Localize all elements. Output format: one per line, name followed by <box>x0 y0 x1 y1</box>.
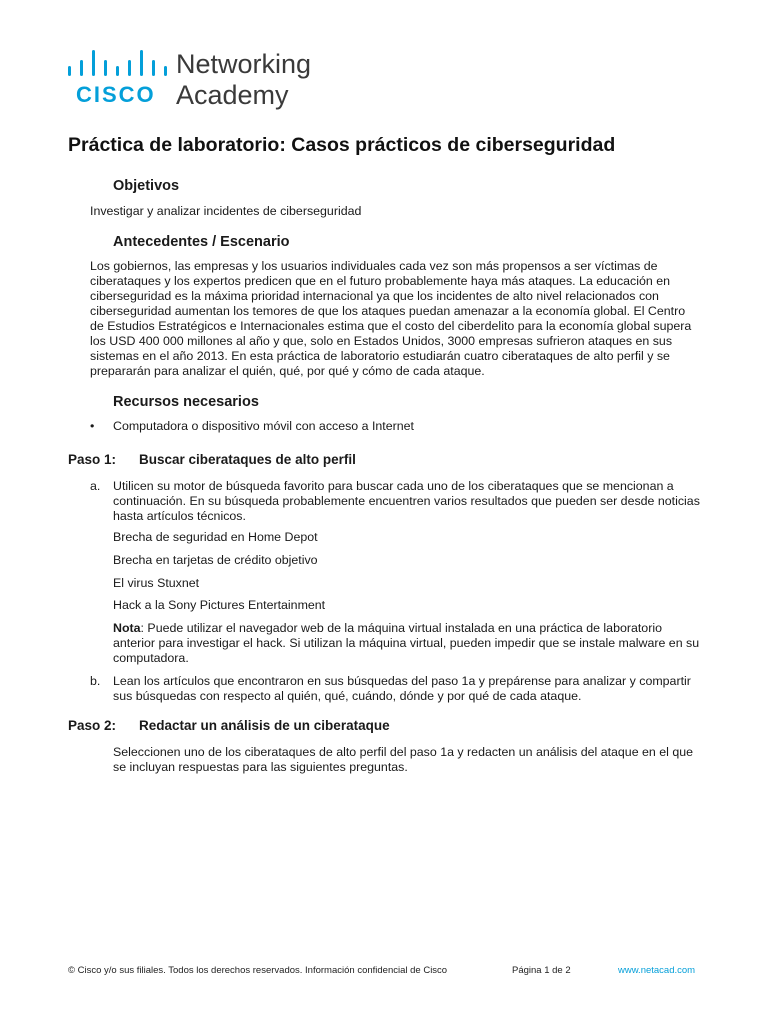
note-text: : Puede utilizar el navegador web de la máquina virtual instalada en una práctica de laboratorio anterior para investigar el hack. Si utilizan la máquina virtual, pueden impedir que se instale malware en su computadora. <box>113 621 700 665</box>
footer-site-link[interactable]: www.netacad.com <box>618 965 696 976</box>
page-title: Práctica de laboratorio: Casos prácticos de ciberseguridad <box>68 134 616 156</box>
list-item: Brecha en tarjetas de crédito objetivo <box>113 553 318 567</box>
list-item: Hack a la Sony Pictures Entertainment <box>113 598 326 612</box>
list-item: El virus Stuxnet <box>113 576 200 590</box>
step2-heading <box>68 718 390 733</box>
bullet-icon: • <box>90 419 95 433</box>
objectives-heading: Objetivos <box>113 178 180 194</box>
list-item: Brecha de seguridad en Home Depot <box>113 530 318 544</box>
cisco-bars-icon <box>68 50 168 80</box>
background-heading: Antecedentes / Escenario <box>113 234 290 250</box>
brand-networking: Networking <box>176 49 312 79</box>
note-paragraph <box>113 621 703 666</box>
step2-title: Redactar un análisis de un ciberataque <box>139 718 390 733</box>
resources-heading: Recursos necesarios <box>113 394 259 410</box>
footer-page-number: Página 1 de 2 <box>512 965 571 976</box>
footer-copyright: © Cisco y/o sus filiales. Todos los derechos reservados. Información confidencial de Cisco <box>68 965 448 976</box>
step1-a-marker: a. <box>90 479 101 493</box>
step2-text: Seleccionen uno de los ciberataques de alto perfil del paso 1a y redacten un análisis del ataque en el que se incluyan respuestas para las siguientes preguntas. <box>113 745 694 774</box>
step1-title: Buscar ciberataques de alto perfil <box>139 452 356 467</box>
step2-label: Paso 2: <box>68 718 117 733</box>
note-label: Nota <box>113 621 141 635</box>
step1-label: Paso 1: <box>68 452 117 467</box>
step1-b-marker: b. <box>90 674 101 688</box>
cisco-wordmark: CISCO <box>76 82 156 107</box>
step1-b-text: Lean los artículos que encontraron en sus búsquedas del paso 1a y prepárense para analizar y compartir sus búsquedas con respecto al quién, qué, cuándo, dónde y por qué de cada ataque. <box>113 674 691 703</box>
background-text: Los gobiernos, las empresas y los usuarios individuales cada vez son más propensos a ser víctimas de ciberataques y los expertos predicen que en el futuro probablemente haya más ataques. La educación en ciberseguridad es la máxima prioridad internacional ya que los incidentes de alto nivel relacionados con ciberseguridad aumentan los temores de que los ataques puedan amenazar a la economía global. El Centro de Estudios Estratégicos e Internacionales estima que el costo del ciberdelito para la economía global supera los USD 400 000 millones al año y que, solo en Estados Unidos, 3000 empresas sufrieron ataques en sus sistemas en el año 2013. En esta práctica de laboratorio estudiarán cuatro ciberataques de alto perfil y se prepararán para analizar el quién, qué, por qué y cómo de cada ataque. <box>90 259 692 378</box>
objectives-text: Investigar y analizar incidentes de ciberseguridad <box>90 204 362 218</box>
resource-item: Computadora o dispositivo móvil con acceso a Internet <box>113 419 414 433</box>
step1-heading <box>68 452 356 467</box>
step1-a-text: Utilicen su motor de búsqueda favorito para buscar cada uno de los ciberataques que se mencionan a continuación. En su búsqueda probablemente encuentren varios resultados que pueden ser desde noticias hasta artículos técnicos. <box>113 479 700 523</box>
brand-academy: Academy <box>176 80 289 110</box>
